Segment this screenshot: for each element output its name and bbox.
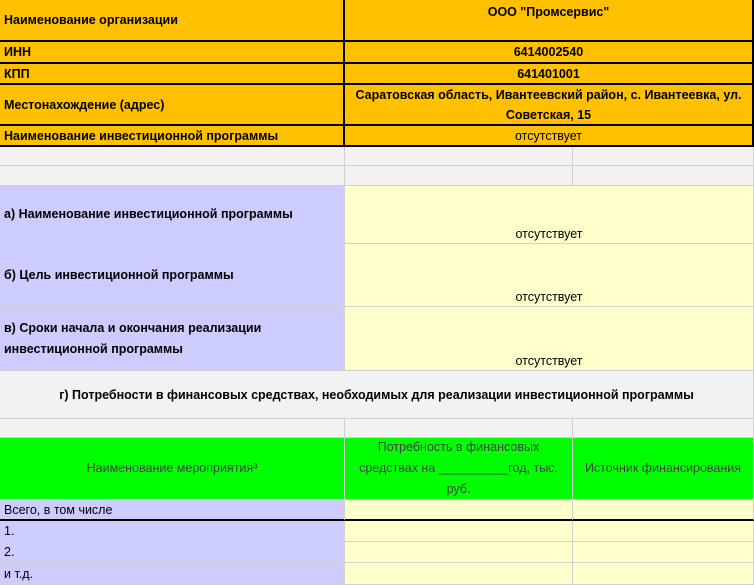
org-name-label[interactable]: Наименование организации (0, 0, 345, 42)
empty-cell[interactable] (345, 521, 573, 542)
program-row (0, 126, 754, 147)
kpp-row (0, 64, 754, 85)
section-title-row (0, 371, 754, 419)
blank-row (0, 166, 754, 186)
blank-row (0, 419, 754, 438)
detail-a-value[interactable]: отсутствует (345, 186, 754, 244)
empty-cell[interactable] (0, 166, 345, 186)
table-row (0, 521, 754, 542)
kpp-value[interactable]: 641401001 (345, 64, 754, 85)
empty-cell[interactable] (573, 147, 754, 166)
address-value[interactable]: Саратовская область, Ивантеевский район, с. Ивантеевка, ул. Советская, 15 (345, 85, 754, 126)
program-label[interactable]: Наименование инвестиционной программы (0, 126, 345, 147)
org-name-row (0, 0, 754, 42)
empty-cell[interactable] (573, 500, 754, 521)
empty-cell[interactable] (0, 147, 345, 166)
empty-cell[interactable] (345, 542, 573, 563)
empty-cell[interactable] (345, 147, 573, 166)
empty-cell[interactable] (345, 166, 573, 186)
empty-cell[interactable] (573, 419, 754, 438)
program-value[interactable]: отсутствует (345, 126, 754, 147)
section-title[interactable]: г) Потребности в финансовых средствах, необходимых для реализации инвестиционной программы (0, 371, 754, 419)
row-label[interactable]: Всего, в том числе (0, 500, 345, 521)
row-label[interactable]: и т.д. (0, 563, 345, 585)
header-activity-name[interactable]: Наименование мероприятия³ (0, 438, 345, 500)
detail-b-value[interactable]: отсутствует (345, 244, 754, 307)
address-label[interactable]: Местонахождение (адрес) (0, 85, 345, 126)
header-funding-source[interactable]: Источник финансирования (573, 438, 754, 500)
detail-b-row (0, 244, 754, 307)
detail-a-label[interactable]: а) Наименование инвестиционной программы (0, 186, 345, 244)
detail-c-label[interactable]: в) Сроки начала и окончания реализации инвестиционной программы (0, 307, 345, 371)
table-header-row (0, 438, 754, 500)
empty-cell[interactable] (573, 166, 754, 186)
detail-a-row (0, 186, 754, 244)
empty-cell[interactable] (573, 521, 754, 542)
detail-b-label[interactable]: б) Цель инвестиционной программы (0, 244, 345, 307)
kpp-label[interactable]: КПП (0, 64, 345, 85)
address-row (0, 85, 754, 126)
empty-cell[interactable] (0, 419, 345, 438)
empty-cell[interactable] (573, 542, 754, 563)
empty-cell[interactable] (345, 563, 573, 585)
row-label[interactable]: 1. (0, 521, 345, 542)
empty-cell[interactable] (345, 419, 573, 438)
header-financial-need[interactable]: Потребность в финансовых средствах на __________год, тыс. руб. (345, 438, 573, 500)
inn-label[interactable]: ИНН (0, 42, 345, 64)
table-row (0, 542, 754, 563)
detail-c-value[interactable]: отсутствует (345, 307, 754, 371)
row-label[interactable]: 2. (0, 542, 345, 563)
table-row (0, 500, 754, 521)
empty-cell[interactable] (573, 563, 754, 585)
empty-cell[interactable] (345, 500, 573, 521)
inn-row (0, 42, 754, 64)
inn-value[interactable]: 6414002540 (345, 42, 754, 64)
table-row (0, 563, 754, 585)
detail-c-row (0, 307, 754, 371)
blank-row (0, 147, 754, 166)
org-name-value[interactable]: ООО "Промсервис" (345, 0, 754, 42)
